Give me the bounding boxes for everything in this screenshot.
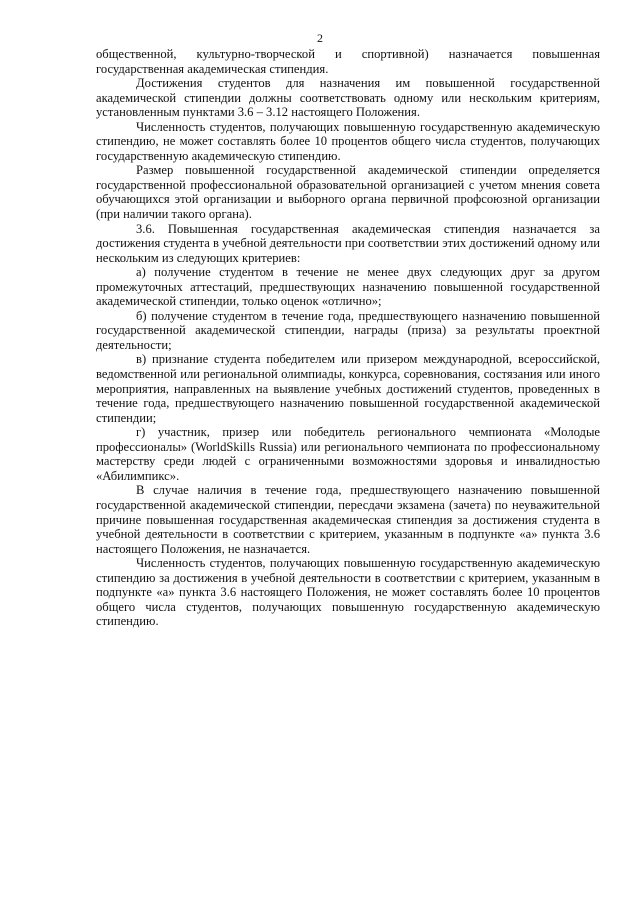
- paragraph-criterion-b: б) получение студентом в течение года, предшествующего назначению повышенной государственной академической стипендии, награды (приза) за результаты проектной деятельности;: [96, 308, 600, 352]
- paragraph-criterion-a: а) получение студентом в течение не менее двух следующих друг за другом промежуточных аттестаций, предшествующих назначению повышенной государственной академической стипендии, только оценок «отлично»;: [96, 265, 600, 309]
- paragraph-criterion-g: г) участник, призер или победитель регионального чемпионата «Молодые профессионалы» (WorldSkills Russia) или регионального чемпионата по профессиональному мастерству среди людей с ограниченными возможностями здоровья и инвалидностью «Абилимпикс».: [96, 425, 600, 483]
- paragraph-achievements-criteria: Достижения студентов для назначения им повышенной государственной академической стипендии должны соответствовать одному или нескольким критериям, установленным пунктами 3.6 – 3.12 настоящего Положения.: [96, 76, 600, 120]
- document-body: [96, 47, 600, 629]
- paragraph-exam-retake: В случае наличия в течение года, предшествующего назначению повышенной государственной академической стипендии, пересдачи экзамена (зачета) по неуважительной причине повышенная государственная академическая стипендия за достижения студента в учебной деятельности в соответствии с критерием, указанным в подпункте «а» пункта 3.6 настоящего Положения, не назначается.: [96, 483, 600, 556]
- paragraph-student-quota: Численность студентов, получающих повышенную государственную академическую стипендию, не может составлять более 10 процентов общего числа студентов, получающих государственную академическую стипендию.: [96, 119, 600, 163]
- paragraph-section-3-6: 3.6. Повышенная государственная академическая стипендия назначается за достижения студента в учебной деятельности при соответствии этих достижений одному или нескольким из следующих критериев:: [96, 221, 600, 265]
- page-number: 2: [317, 31, 323, 45]
- paragraph-stipend-size: Размер повышенной государственной академической стипендии определяется государственной профессиональной образовательной организацией с учетом мнения совета обучающихся этой организации и выборного органа первичной профсоюзной организации (при наличии такого органа).: [96, 163, 600, 222]
- paragraph-academic-quota: Численность студентов, получающих повышенную государственную академическую стипендию за достижения в учебной деятельности в соответствии с критерием, указанным в подпункте «а» пункта 3.6 настоящего Положения, не может составлять более 10 процентов общего числа студентов, получающих повышенную государственную академическую стипендию.: [96, 556, 600, 629]
- paragraph-continuation: общественной, культурно-творческой и спортивной) назначается повышенная государственная академическая стипендия.: [96, 47, 600, 76]
- paragraph-criterion-v: в) признание студента победителем или призером международной, всероссийской, ведомственной или региональной олимпиады, конкурса, соревнования, состязания или иного мероприятия, направленных на выявление учебных достижений студентов, проведенных в течение года, предшествующего назначению повышенной государственной академической стипендии;: [96, 352, 600, 425]
